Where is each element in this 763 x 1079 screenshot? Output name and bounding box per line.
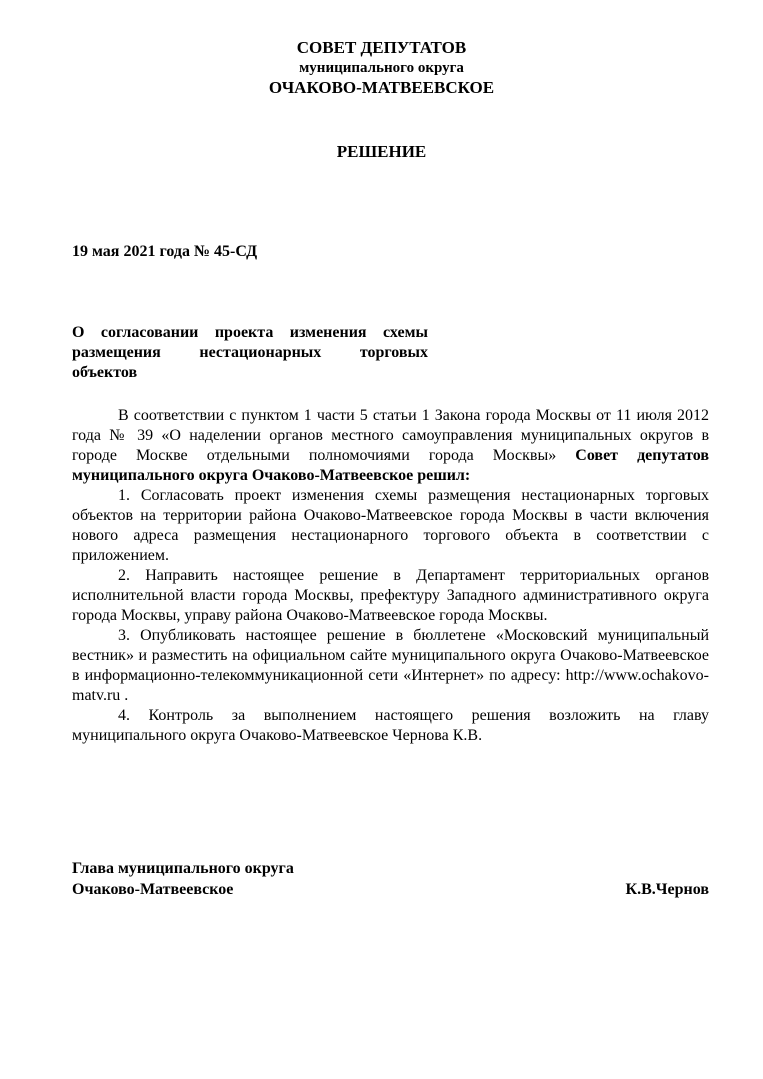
resolution-item-4: 4. Контроль за выполнением настоящего решения возложить на главу муниципального округа Очаково-Матвеевское Чернова К.В. (72, 707, 709, 744)
signature-block (72, 858, 709, 900)
council-name: СОВЕТ ДЕПУТАТОВ (296, 38, 467, 57)
resolution-item-2: 2. Направить настоящее решение в Департамент территориальных органов исполнительной власти города Москвы, префектуру Западного административного округа города Москвы, управу района Очаково-Матвеевское города Москвы. (72, 567, 709, 624)
document-type-title: РЕШЕНИЕ (336, 142, 427, 161)
district-type: муниципального округа (299, 60, 464, 76)
document-header (0, 38, 763, 98)
date-and-number: 19 мая 2021 года № 45-СД (72, 243, 258, 260)
district-name: ОЧАКОВО-МАТВЕЕВСКОЕ (268, 78, 495, 97)
signatory-title-line2: Очаково-Матвеевское (72, 881, 234, 898)
signature-row (72, 879, 709, 900)
resolution-item-3: 3. Опубликовать настоящее решение в бюллетене «Московский муниципальный вестник» и разместить на официальном сайте муниципального округа Очаково-Матвеевское в информационно-телекоммуникационной сети «Интернет» по адресу: http://www.ochakovo-matv.ru . (72, 627, 709, 704)
document-subject: О согласовании проекта изменения схемы размещения нестационарных торговых объектов (72, 324, 428, 381)
preamble-resolution: Совет депутатов муниципального округа Очаково-Матвеевское решил: (72, 447, 710, 484)
resolution-item-1: 1. Согласовать проект изменения схемы размещения нестационарных торговых объектов на территории района Очаково-Матвеевское города Москвы в части включения нового адреса размещения нестационарного торгового объекта в соответствии с приложением. (72, 487, 709, 564)
document-body (72, 406, 709, 746)
signatory-title-line1: Глава муниципального округа (72, 860, 294, 877)
signatory-name: К.В.Чернов (625, 881, 709, 898)
preamble-paragraph (72, 406, 709, 486)
preamble-text: В соответствии с пунктом 1 части 5 статьи 1 Закона города Москвы от 11 июля 2012 года № 39 «О наделении органов местного самоуправления муниципальных округов в городе Москве отдельными полномочиями города Москвы» (72, 407, 709, 464)
